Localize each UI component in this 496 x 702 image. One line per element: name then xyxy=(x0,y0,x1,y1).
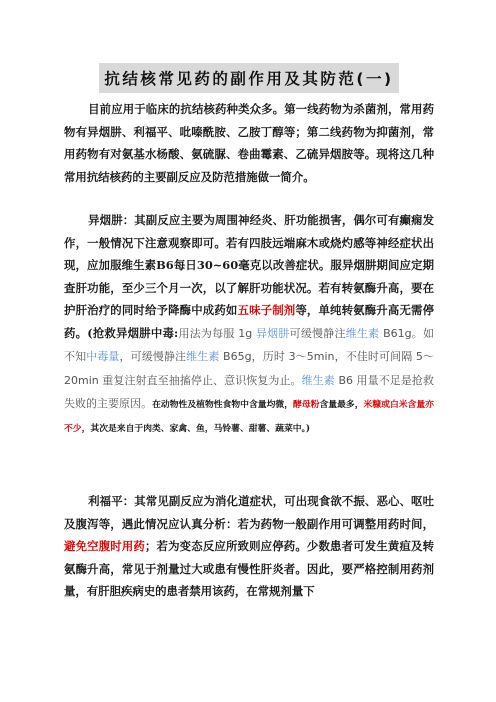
isoniazid-text-1: 异烟肼：其副反应主要为周围神经炎、肝功能损害，偶尔可有癫痫发作，一般情况下注意观察即可。若有四肢远端麻木或烧灼感等神经症状出现，应加服维生素B6每日30~60毫克以改善症状。服异烟肼期间应定期查肝功能，至少三个月一次，以了解肝功能状况。若有转氨酶升高，要在护肝治疗的同时给予降酶中成药如 xyxy=(64,213,434,317)
highlight-wuweizi: 五味子制剂 xyxy=(237,303,296,317)
rifampicin-paragraph xyxy=(64,490,434,603)
link-isoniazid[interactable]: 异烟肼 xyxy=(255,326,290,340)
link-vitamin-3[interactable]: 维生素 xyxy=(301,373,335,387)
rescue-text-5: B65g，历时 3～5min，不佳时可间隔 5～20min 重复注射直至抽搐停止、意识恢复为止。 xyxy=(64,350,435,387)
document-title: 抗结核常见药的副作用及其防范(一) xyxy=(104,70,394,88)
link-vitamin-1[interactable]: 维生素 xyxy=(345,326,380,340)
intro-text: 目前应用于临床的抗结核药种类众多。第一线药物为杀菌剂，常用药物有异烟肼、利福平、吡嗪酰胺、乙胺丁醇等；第二线药物为抑菌剂，常用药物有对氨基水杨酸、氨硫脲、卷曲霉素、乙硫异烟胺等。现将这几种常用抗结核药的主要副反应及防范措施做一简介。 xyxy=(64,102,434,184)
rescue-text-1: 用法为每服 1g xyxy=(178,326,256,340)
isoniazid-paragraph xyxy=(64,209,434,438)
title-banner xyxy=(99,63,399,93)
link-toxic-dose[interactable]: 中毒量 xyxy=(86,350,120,363)
food-source-text-1: 在动物性及植物性食物中含量均微， xyxy=(152,400,294,410)
link-vitamin-2[interactable]: 维生素 xyxy=(186,350,220,363)
isoniazid-text-2: 等，单纯转氨酶升高无需停药。(抢救异烟肼中毒: xyxy=(64,303,434,340)
rifampicin-text-2: ；若为变态反应所致则应停药。少数患者可发生黄疸及转氨酶升高，常见于剂量过大或患有慢性肝炎者。因此，要严格控制用药剂量，有肝胆疾病史的患者禁用该药，在常规剂量下 xyxy=(64,539,434,598)
highlight-yeast: 酵母粉 xyxy=(293,400,320,410)
food-source-text-3: ，其次是来自于肉类、家禽、鱼，马铃薯、甜薯、蔬菜中。) xyxy=(81,423,311,434)
highlight-empty-stomach: 避免空腹时用药 xyxy=(64,539,145,553)
rescue-text-3: B61g。如不知 xyxy=(64,326,435,363)
highlight-rice-bran: 米糠或白米含量亦不少 xyxy=(64,400,434,434)
rifampicin-text-1: 利福平：其常见副反应为消化道症状，可出现食欲不振、恶心、呕吐及腹泻等，遇此情况应认真分析：若为药物一般副作用可调整用药时间， xyxy=(64,494,434,531)
intro-paragraph xyxy=(64,98,434,188)
rescue-text-2: 可缓慢静注 xyxy=(289,326,346,340)
rescue-text-4: ，可缓慢静注 xyxy=(119,350,187,363)
food-source-text-2: 含量最多， xyxy=(319,400,364,410)
rescue-text-6: B6 用量不足是抢救失败的主要原因。 xyxy=(64,373,435,410)
